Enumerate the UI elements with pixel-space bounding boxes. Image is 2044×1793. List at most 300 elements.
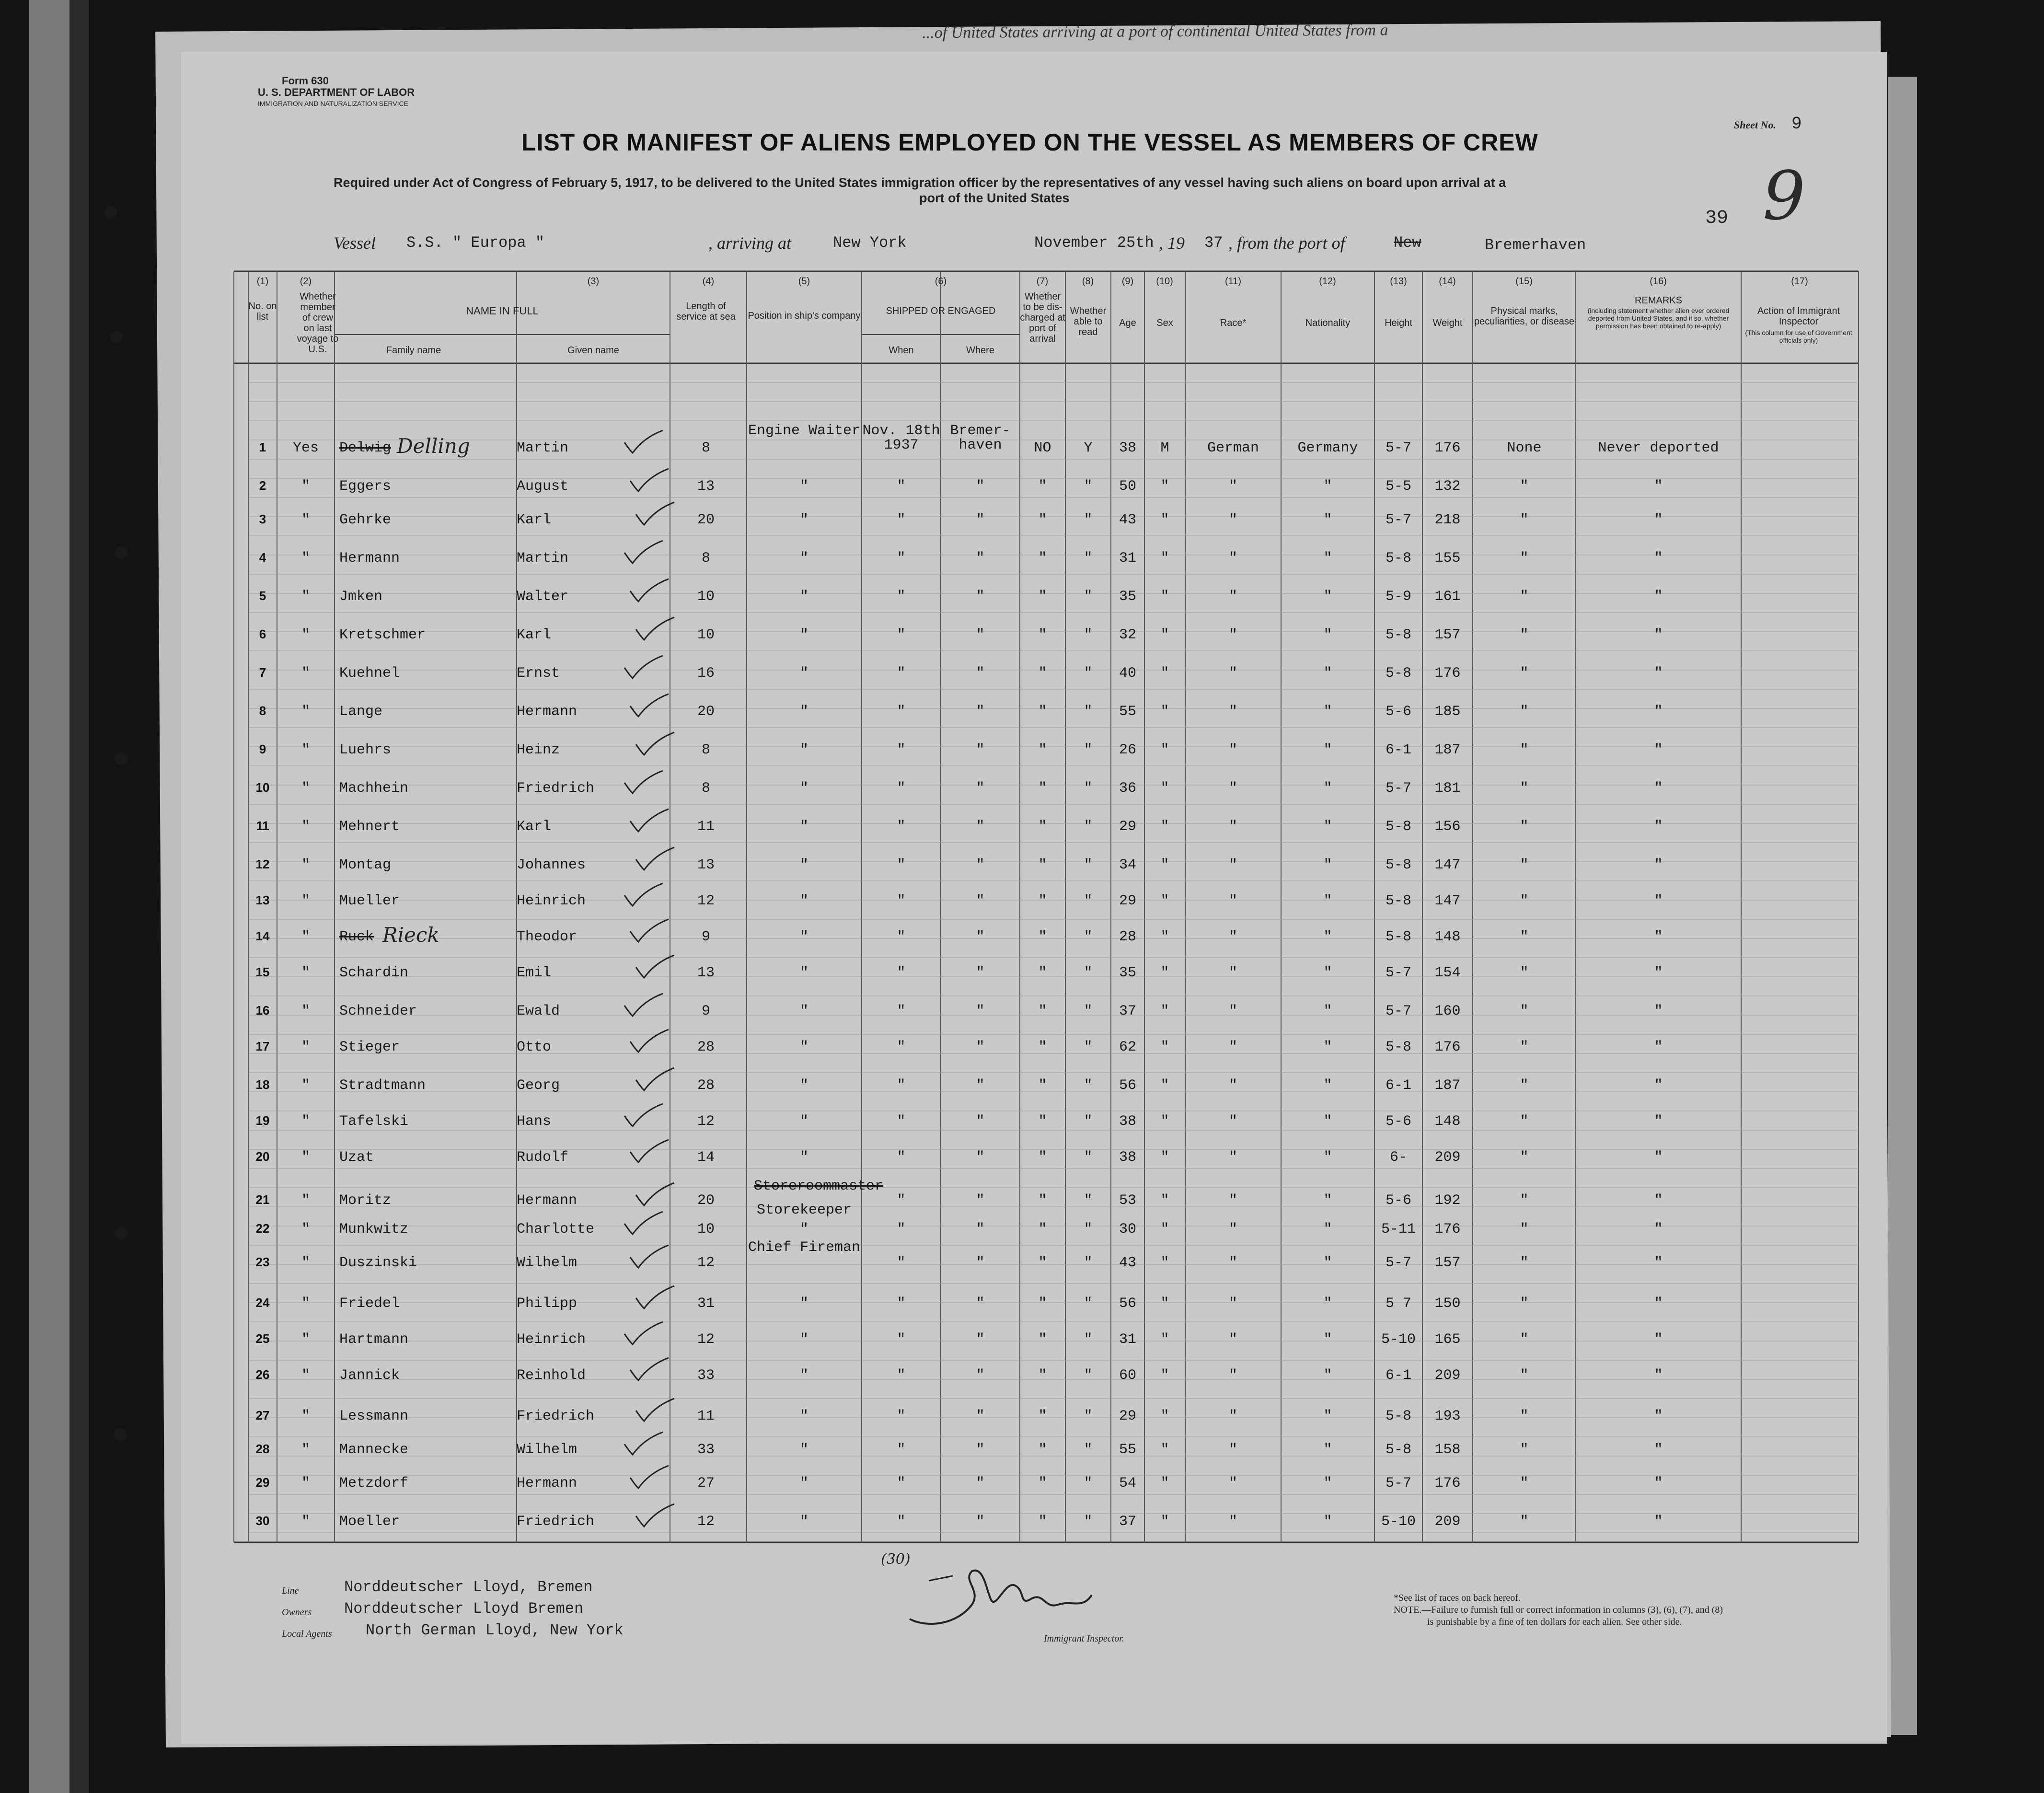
row-number: 11 <box>256 819 269 833</box>
crew-last-voyage: Yes <box>292 440 319 456</box>
header-weight: Weight <box>1432 318 1463 328</box>
shipped-when: " <box>897 965 906 981</box>
manifest-page <box>181 52 1887 1744</box>
age: 34 <box>1119 857 1136 873</box>
crew-last-voyage: " <box>301 742 310 758</box>
position: " <box>799 627 808 643</box>
column-number: (1) <box>256 276 269 287</box>
length-of-service: 12 <box>697 1113 715 1130</box>
age: 43 <box>1119 512 1136 528</box>
column-number: (6) <box>935 276 947 287</box>
inspector-label: Immigrant Inspector. <box>1044 1633 1124 1644</box>
family-name: Kretschmer <box>339 627 426 643</box>
punch-hole <box>115 1227 127 1239</box>
shipped-when: " <box>897 1003 906 1019</box>
remarks: " <box>1654 1514 1663 1530</box>
row-number: 8 <box>259 704 266 718</box>
check-mark-icon <box>628 807 671 835</box>
department: U. S. DEPARTMENT OF LABOR <box>258 86 415 98</box>
age: 54 <box>1119 1475 1136 1492</box>
remarks: " <box>1654 780 1663 797</box>
race: " <box>1228 478 1237 495</box>
shipped-where: " <box>976 627 985 643</box>
able-to-read: " <box>1084 1077 1093 1094</box>
sex: M <box>1160 440 1169 456</box>
weight: 181 <box>1434 780 1461 797</box>
weight: 165 <box>1434 1331 1461 1348</box>
physical-marks: " <box>1520 893 1529 909</box>
shipped-when: " <box>897 1039 906 1055</box>
able-to-read: " <box>1084 819 1093 835</box>
remarks: " <box>1654 929 1663 945</box>
penalty-note-2: is punishable by a fine of ten dollars for each alien. See other side. <box>1427 1617 1682 1627</box>
weight: 147 <box>1434 893 1461 909</box>
race: " <box>1228 819 1237 835</box>
weight: 187 <box>1434 742 1461 758</box>
length-of-service: 9 <box>701 929 710 945</box>
family-name: Montag <box>339 857 392 873</box>
race: " <box>1228 512 1237 528</box>
check-mark-icon <box>634 730 677 759</box>
row-number: 27 <box>255 1408 270 1423</box>
family-name: Munkwitz <box>339 1221 409 1238</box>
remarks: " <box>1654 512 1663 528</box>
sex: " <box>1160 512 1169 528</box>
column-number: (14) <box>1439 276 1456 287</box>
length-of-service: 13 <box>697 857 715 873</box>
year-prefix: , 19 <box>1159 233 1185 253</box>
check-mark-icon <box>622 768 665 797</box>
age: 56 <box>1119 1296 1136 1312</box>
row-number: 10 <box>255 780 270 795</box>
age: 26 <box>1119 742 1136 758</box>
able-to-read: " <box>1084 704 1093 720</box>
family-name-correction: Rieck <box>382 923 439 947</box>
able-to-read: " <box>1084 1442 1093 1458</box>
sheet-no-label: Sheet No. <box>1734 119 1776 131</box>
able-to-read: " <box>1084 857 1093 873</box>
able-to-read: " <box>1084 1192 1093 1209</box>
shipped-where: " <box>976 965 985 981</box>
to-be-discharged: " <box>1038 665 1047 682</box>
age: 56 <box>1119 1077 1136 1094</box>
nationality: " <box>1323 1039 1332 1055</box>
length-of-service: 20 <box>697 512 715 528</box>
height: 6-1 <box>1385 1077 1411 1094</box>
header-when: When <box>889 345 914 356</box>
check-mark-icon <box>628 1027 671 1056</box>
length-of-service: 8 <box>701 780 710 797</box>
race: " <box>1228 550 1237 567</box>
given-name: Charlotte <box>517 1221 595 1238</box>
position: " <box>799 1003 808 1019</box>
row-number: 3 <box>259 512 266 526</box>
position: " <box>799 857 808 873</box>
physical-marks: " <box>1520 665 1529 682</box>
row-count-note: (30) <box>881 1551 911 1568</box>
weight: 147 <box>1434 857 1461 873</box>
weight: 176 <box>1434 440 1461 456</box>
height: 5-8 <box>1385 550 1411 567</box>
weight: 155 <box>1434 550 1461 567</box>
length-of-service: 16 <box>697 665 715 682</box>
check-mark-icon <box>622 538 665 567</box>
row-number: 30 <box>255 1514 270 1528</box>
able-to-read: " <box>1084 1408 1093 1424</box>
height: 5-10 <box>1381 1514 1416 1530</box>
nationality: " <box>1323 550 1332 567</box>
nationality: Germany <box>1297 440 1358 456</box>
owners-label: Owners <box>282 1607 312 1618</box>
length-of-service: 10 <box>697 627 715 643</box>
weight: 154 <box>1434 965 1461 981</box>
check-mark-icon <box>628 1355 671 1384</box>
to-be-discharged: " <box>1038 1408 1047 1424</box>
sex: " <box>1160 1514 1169 1530</box>
shipped-when: " <box>897 627 906 643</box>
length-of-service: 10 <box>697 1221 715 1238</box>
row-number: 29 <box>255 1475 270 1490</box>
nationality: " <box>1323 929 1332 945</box>
page-number: 39 <box>1705 208 1729 229</box>
given-name: Wilhelm <box>517 1442 577 1458</box>
height: 5-5 <box>1385 478 1411 495</box>
line-value: Norddeutscher Lloyd, Bremen <box>344 1578 593 1596</box>
physical-marks: " <box>1520 1442 1529 1458</box>
crew-last-voyage: " <box>301 780 310 797</box>
crew-last-voyage: " <box>301 1442 310 1458</box>
header-no-on-list: No. on list <box>248 301 277 322</box>
position: " <box>799 1039 808 1055</box>
sex: " <box>1160 965 1169 981</box>
remarks: " <box>1654 1192 1663 1209</box>
column-number: (7) <box>1036 276 1049 287</box>
column-number: (12) <box>1319 276 1336 287</box>
physical-marks: " <box>1520 1408 1529 1424</box>
position: " <box>799 1149 808 1166</box>
shipped-where: Bremer- haven <box>950 423 1011 453</box>
physical-marks: " <box>1520 627 1529 643</box>
weight: 218 <box>1434 512 1461 528</box>
shipped-where: " <box>976 512 985 528</box>
nationality: " <box>1323 965 1332 981</box>
sex: " <box>1160 1475 1169 1492</box>
shipped-when: " <box>897 1077 906 1094</box>
given-name: Hans <box>517 1113 552 1130</box>
check-mark-icon <box>622 428 665 457</box>
shipped-when: " <box>897 1221 906 1238</box>
weight: 187 <box>1434 1077 1461 1094</box>
length-of-service: 33 <box>697 1367 715 1384</box>
physical-marks: " <box>1520 512 1529 528</box>
remarks: " <box>1654 742 1663 758</box>
punch-hole <box>115 546 127 559</box>
race: " <box>1228 1149 1237 1166</box>
nationality: " <box>1323 893 1332 909</box>
physical-marks: " <box>1520 1331 1529 1348</box>
header-able-to-read: Whether able to read <box>1070 306 1107 337</box>
remarks: " <box>1654 1221 1663 1238</box>
position: " <box>799 665 808 682</box>
header-race: Race* <box>1220 318 1247 328</box>
length-of-service: 13 <box>697 965 715 981</box>
shipped-when: " <box>897 665 906 682</box>
check-mark-icon <box>634 845 677 874</box>
length-of-service: 31 <box>697 1296 715 1312</box>
to-be-discharged: " <box>1038 893 1047 909</box>
race: " <box>1228 1408 1237 1424</box>
family-name: Kuehnel <box>339 665 400 682</box>
check-mark-icon <box>628 466 671 495</box>
vessel-name: S.S. " Europa " <box>406 234 545 252</box>
shipped-when: " <box>897 857 906 873</box>
length-of-service: 12 <box>697 893 715 909</box>
column-number: (16) <box>1650 276 1667 287</box>
crew-last-voyage: " <box>301 965 310 981</box>
check-mark-icon <box>634 1065 677 1094</box>
height: 5-7 <box>1385 1003 1411 1019</box>
length-of-service: 28 <box>697 1077 715 1094</box>
remarks: " <box>1654 1255 1663 1271</box>
row-number: 1 <box>259 440 266 454</box>
remarks: " <box>1654 589 1663 605</box>
family-name: Moeller <box>339 1514 400 1530</box>
shipped-where: " <box>976 742 985 758</box>
given-name: Friedrich <box>517 1408 595 1424</box>
length-of-service: 12 <box>697 1514 715 1530</box>
family-name: Hermann <box>339 550 400 567</box>
physical-marks: " <box>1520 1149 1529 1166</box>
race: " <box>1228 1077 1237 1094</box>
able-to-read: " <box>1084 893 1093 909</box>
row-number: 6 <box>259 627 266 641</box>
able-to-read: " <box>1084 1514 1093 1530</box>
position: " <box>799 1221 808 1238</box>
age: 37 <box>1119 1514 1136 1530</box>
sex: " <box>1160 704 1169 720</box>
height: 5-9 <box>1385 589 1411 605</box>
shipped-when: " <box>897 1113 906 1130</box>
height: 6-1 <box>1385 742 1411 758</box>
to-be-discharged: " <box>1038 1077 1047 1094</box>
physical-marks: " <box>1520 1296 1529 1312</box>
height: 5-8 <box>1385 627 1411 643</box>
age: 62 <box>1119 1039 1136 1055</box>
age: 35 <box>1119 965 1136 981</box>
height: 5-8 <box>1385 1442 1411 1458</box>
shipped-where: " <box>976 478 985 495</box>
to-be-discharged: NO <box>1034 440 1051 456</box>
to-be-discharged: " <box>1038 742 1047 758</box>
physical-marks: " <box>1520 1003 1529 1019</box>
header-physical-marks: Physical marks, peculiarities, or disease <box>1474 306 1574 327</box>
length-of-service: 28 <box>697 1039 715 1055</box>
sex: " <box>1160 550 1169 567</box>
position: " <box>799 1408 808 1424</box>
length-of-service: 12 <box>697 1331 715 1348</box>
row-number: 13 <box>255 893 270 907</box>
shipped-where: " <box>976 1149 985 1166</box>
remarks: " <box>1654 1408 1663 1424</box>
arriving-label: , arriving at <box>708 233 792 253</box>
column-number: (2) <box>300 276 312 287</box>
position: " <box>799 780 808 797</box>
row-number: 2 <box>259 478 266 493</box>
header-age: Age <box>1119 318 1136 328</box>
given-name: Karl <box>517 819 552 835</box>
given-name: Georg <box>517 1077 560 1094</box>
age: 32 <box>1119 627 1136 643</box>
given-name: Ernst <box>517 665 560 682</box>
position: " <box>799 1296 808 1312</box>
row-number: 24 <box>255 1296 270 1310</box>
height: 5-7 <box>1385 780 1411 797</box>
subtitle-line-1: Required under Act of Congress of February 5, 1917, to be delivered to the United States immigration officer by the representatives of any vessel having such aliens on board upon arrival at a <box>334 175 1506 190</box>
race: " <box>1228 1442 1237 1458</box>
position-struck: Storeroommaster <box>753 1178 884 1194</box>
check-mark-icon <box>634 953 677 982</box>
position: " <box>799 478 808 495</box>
weight: 160 <box>1434 1003 1461 1019</box>
given-name: Rudolf <box>517 1149 569 1166</box>
nationality: " <box>1323 1442 1332 1458</box>
check-mark-icon <box>622 653 665 682</box>
able-to-read: " <box>1084 1367 1093 1384</box>
family-name: Hartmann <box>339 1331 409 1348</box>
remarks: " <box>1654 1003 1663 1019</box>
weight: 176 <box>1434 1221 1461 1238</box>
family-name: Friedel <box>339 1296 400 1312</box>
length-of-service: 20 <box>697 704 715 720</box>
position: " <box>799 1475 808 1492</box>
family-name: Mueller <box>339 893 400 909</box>
age: 55 <box>1119 1442 1136 1458</box>
weight: 132 <box>1434 478 1461 495</box>
shipped-where: " <box>976 1514 985 1530</box>
position: Storekeeper <box>756 1202 852 1218</box>
weight: 209 <box>1434 1149 1461 1166</box>
crew-last-voyage: " <box>301 1408 310 1424</box>
race: " <box>1228 627 1237 643</box>
shipped-when: " <box>897 1192 906 1209</box>
shipped-when: " <box>897 550 906 567</box>
sex: " <box>1160 1149 1169 1166</box>
check-mark-icon <box>634 1396 677 1425</box>
row-number: 26 <box>255 1367 270 1382</box>
binder-edge <box>29 0 69 1793</box>
to-be-discharged: " <box>1038 780 1047 797</box>
physical-marks: " <box>1520 1113 1529 1130</box>
able-to-read: " <box>1084 512 1093 528</box>
crew-last-voyage: " <box>301 512 310 528</box>
crew-last-voyage: " <box>301 1221 310 1238</box>
header-position: Position in ship's company <box>748 311 861 321</box>
form-number: Form 630 <box>282 75 329 87</box>
column-number: (17) <box>1791 276 1808 287</box>
remarks: " <box>1654 1039 1663 1055</box>
age: 28 <box>1119 929 1136 945</box>
weight: 148 <box>1434 1113 1461 1130</box>
line-label: Line <box>282 1585 299 1596</box>
age: 38 <box>1119 1113 1136 1130</box>
weight: 193 <box>1434 1408 1461 1424</box>
age: 38 <box>1119 440 1136 456</box>
able-to-read: " <box>1084 742 1093 758</box>
crew-last-voyage: " <box>301 1192 310 1209</box>
sex: " <box>1160 1077 1169 1094</box>
given-name: Reinhold <box>517 1367 586 1384</box>
length-of-service: 11 <box>697 819 715 835</box>
sex: " <box>1160 1255 1169 1271</box>
nationality: " <box>1323 1331 1332 1348</box>
height: 5-8 <box>1385 1039 1411 1055</box>
header-crew-last-voyage: Whether member of crew on last voyage to U.S. <box>297 291 339 355</box>
age: 55 <box>1119 704 1136 720</box>
remarks: " <box>1654 857 1663 873</box>
to-be-discharged: " <box>1038 1113 1047 1130</box>
sex: " <box>1160 1192 1169 1209</box>
race: " <box>1228 929 1237 945</box>
age: 31 <box>1119 1331 1136 1348</box>
physical-marks: " <box>1520 819 1529 835</box>
row-number: 14 <box>255 929 270 943</box>
able-to-read: " <box>1084 780 1093 797</box>
age: 31 <box>1119 550 1136 567</box>
crew-last-voyage: " <box>301 1475 310 1492</box>
able-to-read: " <box>1084 550 1093 567</box>
able-to-read: " <box>1084 1255 1093 1271</box>
shipped-where: " <box>976 1331 985 1348</box>
shipped-where: " <box>976 893 985 909</box>
family-name: Lange <box>339 704 383 720</box>
given-name: Ewald <box>517 1003 560 1019</box>
nationality: " <box>1323 1296 1332 1312</box>
height: 5-8 <box>1385 1408 1411 1424</box>
nationality: " <box>1323 1113 1332 1130</box>
to-be-discharged: " <box>1038 1475 1047 1492</box>
height: 5 7 <box>1385 1296 1411 1312</box>
age: 43 <box>1119 1255 1136 1271</box>
age: 29 <box>1119 893 1136 909</box>
subtitle-line-2: port of the United States <box>919 191 1070 205</box>
height: 5-7 <box>1385 440 1411 456</box>
local-agents-value: North German Lloyd, New York <box>366 1621 624 1639</box>
race: " <box>1228 1003 1237 1019</box>
to-be-discharged: " <box>1038 1221 1047 1238</box>
check-mark-icon <box>622 991 665 1020</box>
able-to-read: " <box>1084 589 1093 605</box>
family-name: Schneider <box>339 1003 417 1019</box>
sex: " <box>1160 1331 1169 1348</box>
age: 29 <box>1119 819 1136 835</box>
able-to-read: " <box>1084 627 1093 643</box>
length-of-service: 10 <box>697 589 715 605</box>
punch-hole <box>115 752 127 765</box>
weight: 185 <box>1434 704 1461 720</box>
length-of-service: 8 <box>701 742 710 758</box>
crew-last-voyage: " <box>301 857 310 873</box>
row-number: 9 <box>259 742 266 756</box>
length-of-service: 12 <box>697 1255 715 1271</box>
row-number: 4 <box>259 550 266 565</box>
age: 38 <box>1119 1149 1136 1166</box>
sex: " <box>1160 780 1169 797</box>
crew-last-voyage: " <box>301 1514 310 1530</box>
physical-marks: " <box>1520 589 1529 605</box>
given-name: Hermann <box>517 704 577 720</box>
check-mark-icon <box>622 1209 665 1238</box>
crew-last-voyage: " <box>301 627 310 643</box>
